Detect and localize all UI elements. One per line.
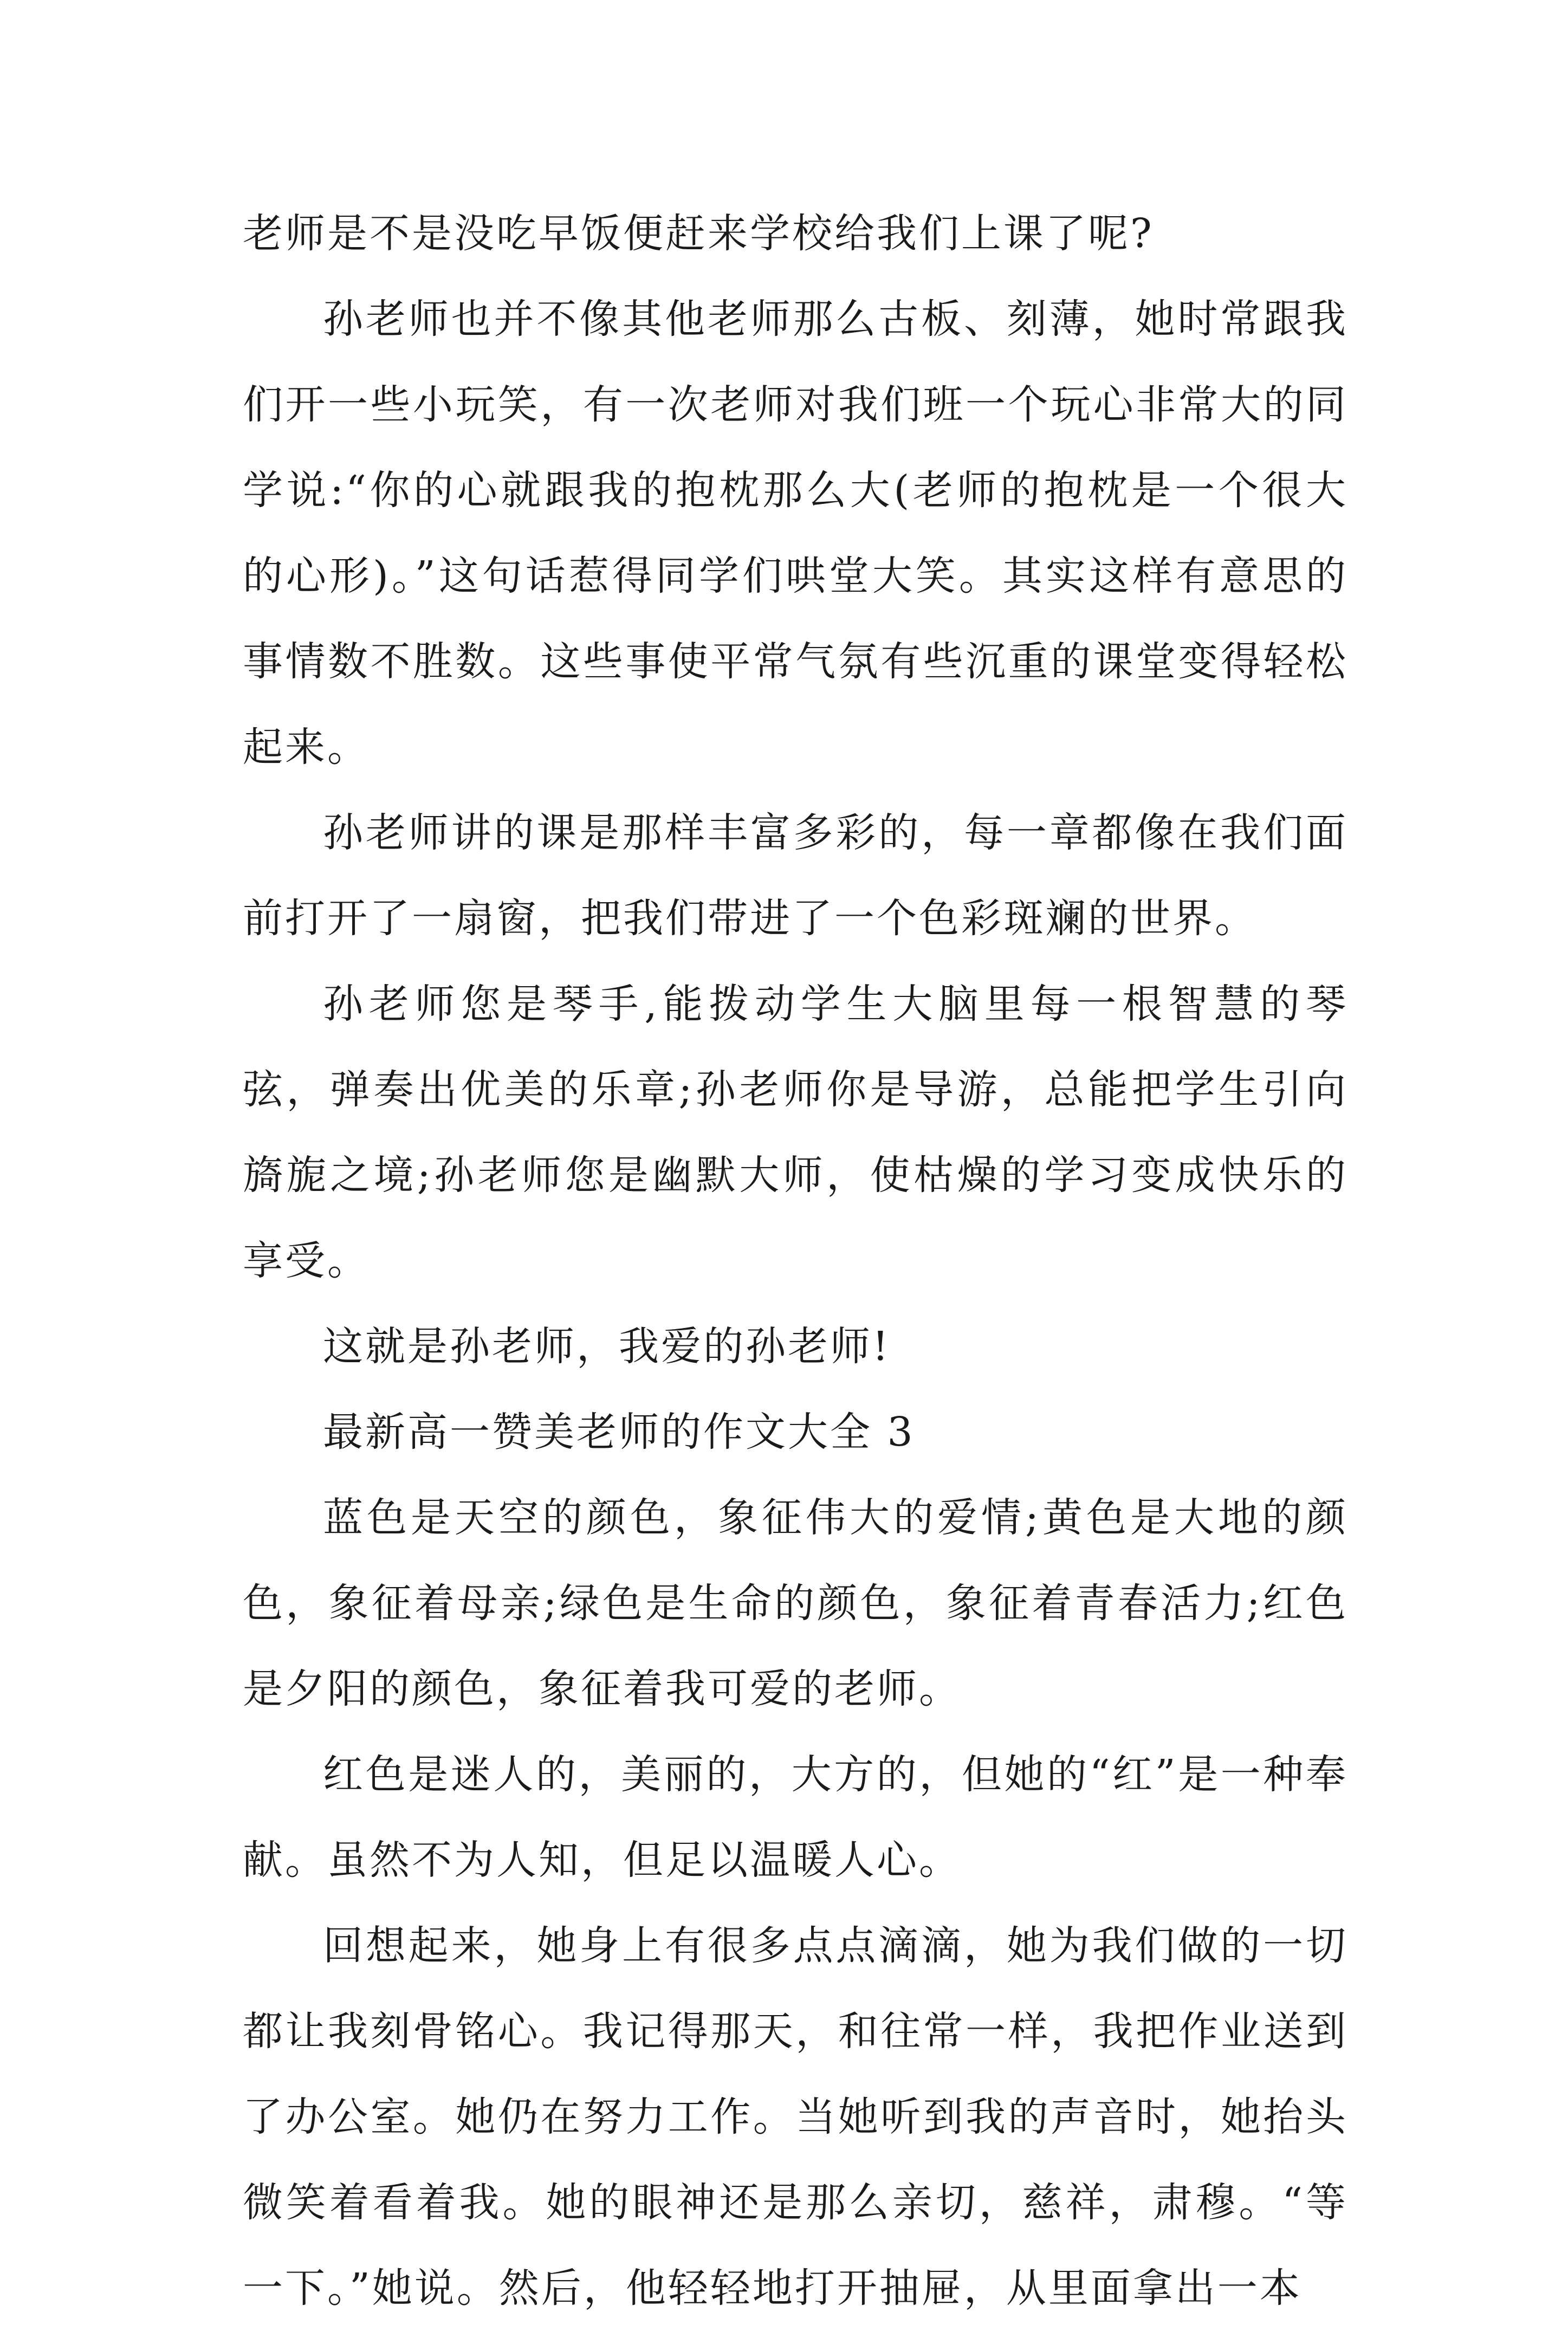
paragraph: 孙老师也并不像其他老师那么古板、刻薄，她时常跟我们开一些小玩笑，有一次老师对我们班一个玩心非常大的同学说:“你的心就跟我的抱枕那么大(老师的抱枕是一个很大的心形)。”这句话惹得同学们哄堂大笑。其实这样有意思的事情数不胜数。这些事使平常气氛有些沉重的课堂变得轻松起来。 bbox=[243, 296, 1348, 770]
paragraph: 蓝色是天空的颜色，象征伟大的爱情;黄色是大地的颜色，象征着母亲;绿色是生命的颜色，象征着青春活力;红色是夕阳的颜色，象征着我可爱的老师。 bbox=[243, 1494, 1348, 1712]
document-body bbox=[243, 191, 1348, 2331]
paragraph: 红色是迷人的，美丽的，大方的，但她的“红”是一种奉献。虽然不为人知，但足以温暖人心。 bbox=[243, 1751, 1348, 1883]
paragraph: 回想起来，她身上有很多点点滴滴，她为我们做的一切都让我刻骨铭心。我记得那天，和往常一样，我把作业送到了办公室。她仍在努力工作。当她听到我的声音时，她抬头微笑着看着我。她的眼神还是那么亲切，慈祥，肃穆。“等一下。”她说。然后，他轻轻地打开抽屉，从里面拿出一本 bbox=[243, 1922, 1348, 2311]
paragraph: 孙老师您是琴手,能拨动学生大脑里每一根智慧的琴弦，弹奏出优美的乐章;孙老师你是导游，总能把学生引向旖旎之境;孙老师您是幽默大师，使枯燥的学习变成快乐的享受。 bbox=[243, 981, 1348, 1284]
paragraph: 这就是孙老师，我爱的孙老师! bbox=[323, 1323, 891, 1370]
paragraph-continuation: 老师是不是没吃早饭便赶来学校给我们上课了呢? bbox=[243, 210, 1154, 257]
paragraph: 孙老师讲的课是那样丰富多彩的，每一章都像在我们面前打开了一扇窗，把我们带进了一个色彩斑斓的世界。 bbox=[243, 810, 1348, 942]
section-heading: 最新高一赞美老师的作文大全 3 bbox=[323, 1409, 915, 1455]
